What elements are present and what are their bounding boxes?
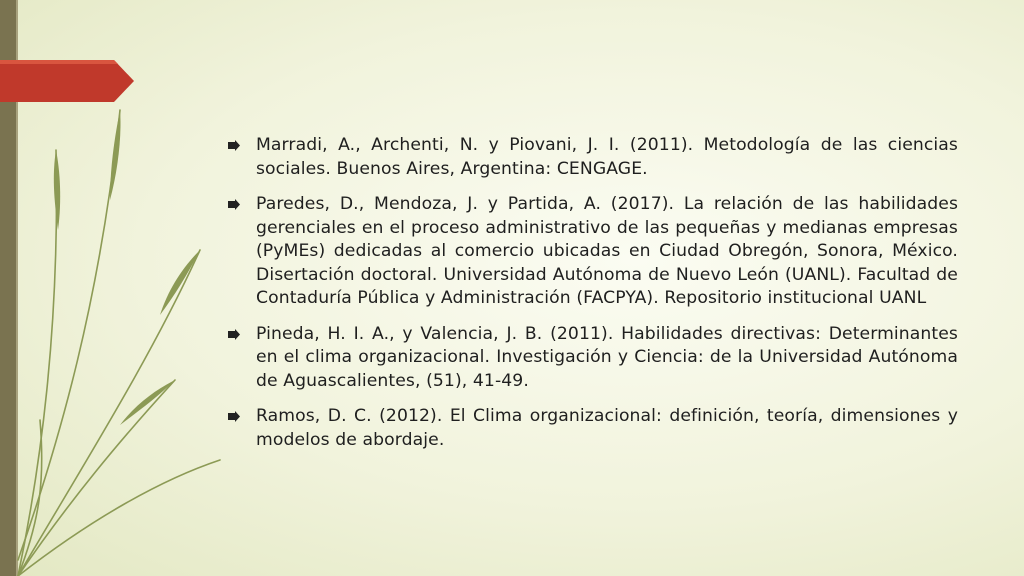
reference-text: Paredes, D., Mendoza, J. y Partida, A. (2017). La relación de las habilidades gerenciales en el proceso administrativo de las pequeñas y medianas empresas (PyMEs) dedicadas al comercio ubicadas en Ciudad Obregón, Sonora, México. Disertación doctoral. Universidad Autónoma de Nuevo León (UANL). Facultad de Contaduría Pública y Administración (FACPYA). Repositorio institucional UANL <box>256 194 958 308</box>
reference-item <box>228 193 958 311</box>
vine-leaf-4 <box>120 380 175 425</box>
arrow-bullet-icon <box>228 199 244 210</box>
reference-item <box>228 323 958 394</box>
reference-text: Ramos, D. C. (2012). El Clima organizacional: definición, teoría, dimensiones y modelos de abordaje. <box>256 406 958 450</box>
accent-tab-shape <box>0 60 134 102</box>
vine-leaf-3 <box>160 250 200 315</box>
reference-text: Pineda, H. I. A., y Valencia, J. B. (2011). Habilidades directivas: Determinantes en el clima organizacional. Investigación y Ciencia: de la Universidad Autónoma de Aguascalientes, (51), 41-49. <box>256 323 958 391</box>
arrow-bullet-icon <box>228 411 244 422</box>
reference-item <box>228 134 958 181</box>
references-list <box>228 134 958 452</box>
vine-leaf-1 <box>54 150 60 230</box>
reference-item <box>228 405 958 452</box>
arrow-bullet-icon <box>228 329 244 340</box>
vine-leaf-2 <box>110 110 121 200</box>
vine-stem-5 <box>18 460 220 576</box>
reference-text: Marradi, A., Archenti, N. y Piovani, J. I. (2011). Metodología de las ciencias sociales. Buenos Aires, Argentina: CENGAGE. <box>256 135 958 179</box>
vine-stem-3 <box>18 250 200 576</box>
references-content <box>228 134 958 464</box>
arrow-bullet-icon <box>228 140 244 151</box>
